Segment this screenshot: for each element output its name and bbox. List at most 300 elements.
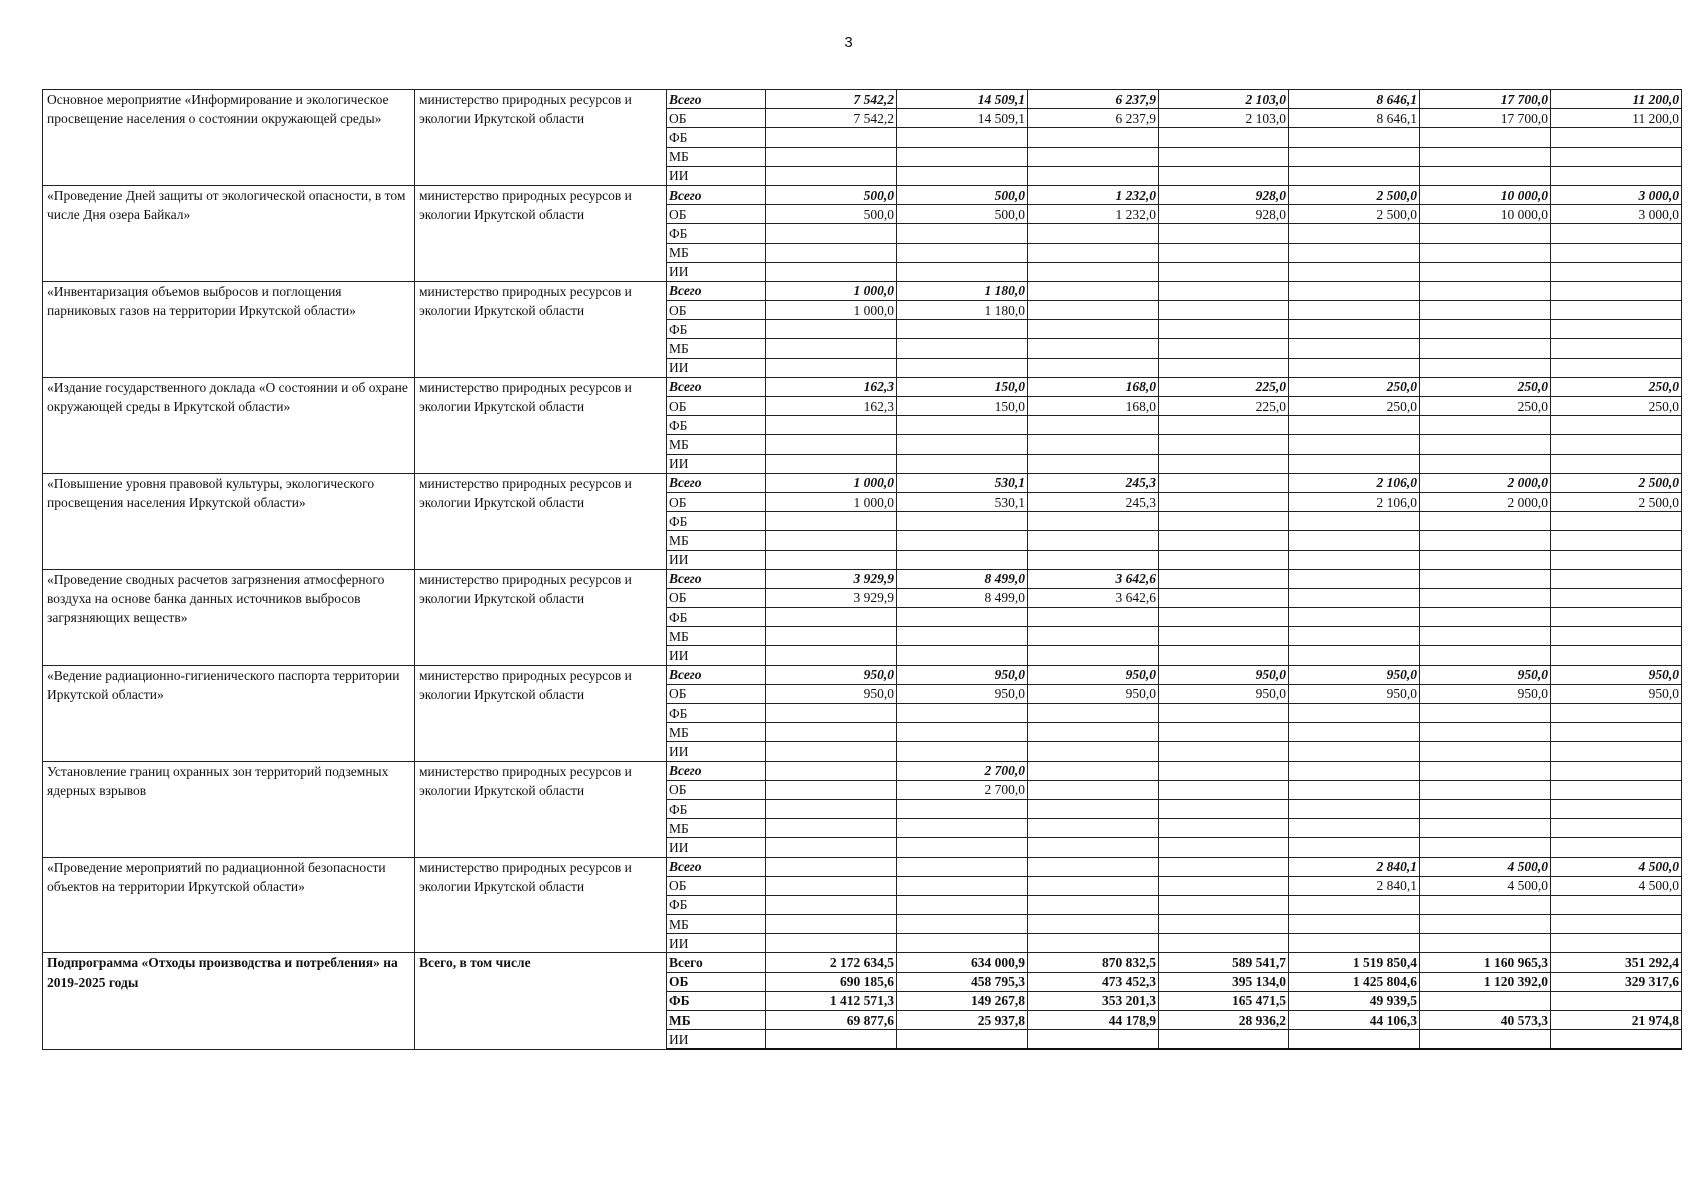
amount-cell — [1289, 723, 1420, 742]
amount-cell — [766, 531, 897, 550]
funding-source: ОБ — [667, 684, 766, 703]
funding-source: МБ — [667, 243, 766, 262]
amount-cell — [766, 780, 897, 799]
funding-source: Всего — [667, 857, 766, 876]
amount-cell: 950,0 — [897, 684, 1028, 703]
funding-source: ОБ — [667, 588, 766, 607]
amount-cell — [897, 627, 1028, 646]
amount-cell — [1159, 723, 1289, 742]
amount-cell: 4 500,0 — [1420, 857, 1551, 876]
amount-cell: 1 425 804,6 — [1289, 972, 1420, 991]
amount-cell: 1 000,0 — [766, 473, 897, 492]
amount-cell — [1028, 742, 1159, 761]
amount-cell — [1420, 435, 1551, 454]
funding-source: ФБ — [667, 224, 766, 243]
amount-cell — [897, 358, 1028, 377]
amount-cell: 8 499,0 — [897, 569, 1028, 588]
amount-cell — [1159, 780, 1289, 799]
amount-cell — [1289, 934, 1420, 953]
amount-cell: 25 937,8 — [897, 1011, 1028, 1030]
amount-cell — [1551, 166, 1682, 185]
amount-cell: 40 573,3 — [1420, 1011, 1551, 1030]
amount-cell — [1028, 435, 1159, 454]
amount-cell — [1551, 569, 1682, 588]
amount-cell — [1159, 934, 1289, 953]
amount-cell: 28 936,2 — [1159, 1011, 1289, 1030]
amount-cell: 11 200,0 — [1551, 90, 1682, 109]
funding-source: ИИ — [667, 166, 766, 185]
amount-cell — [1028, 454, 1159, 473]
amount-cell — [1420, 416, 1551, 435]
amount-cell — [897, 799, 1028, 818]
amount-cell — [766, 1030, 897, 1050]
amount-cell: 2 500,0 — [1551, 473, 1682, 492]
funding-source: ИИ — [667, 838, 766, 857]
amount-cell — [1551, 147, 1682, 166]
amount-cell: 250,0 — [1551, 397, 1682, 416]
amount-cell — [1028, 838, 1159, 857]
amount-cell — [1551, 819, 1682, 838]
amount-cell — [766, 608, 897, 627]
amount-cell — [1420, 262, 1551, 281]
activity-name: Установление границ охранных зон территорий подземных ядерных взрывов — [43, 761, 415, 857]
amount-cell — [1028, 819, 1159, 838]
amount-cell — [1551, 991, 1682, 1010]
amount-cell — [897, 262, 1028, 281]
amount-cell: 2 700,0 — [897, 761, 1028, 780]
amount-cell — [766, 838, 897, 857]
amount-cell — [1028, 608, 1159, 627]
amount-cell — [1289, 704, 1420, 723]
amount-cell — [1551, 915, 1682, 934]
activity-name: «Инвентаризация объемов выбросов и поглощения парниковых газов на территории Иркутской области» — [43, 281, 415, 377]
amount-cell — [1551, 512, 1682, 531]
amount-cell: 10 000,0 — [1420, 185, 1551, 204]
amount-cell — [766, 876, 897, 895]
amount-cell — [1551, 454, 1682, 473]
amount-cell — [1159, 704, 1289, 723]
funding-source: МБ — [667, 819, 766, 838]
amount-cell — [766, 761, 897, 780]
table-row — [43, 953, 1682, 972]
amount-cell: 250,0 — [1551, 377, 1682, 396]
amount-cell: 11 200,0 — [1551, 109, 1682, 128]
amount-cell: 7 542,2 — [766, 90, 897, 109]
funding-source: Всего — [667, 281, 766, 300]
amount-cell: 950,0 — [1159, 665, 1289, 684]
amount-cell — [1420, 358, 1551, 377]
amount-cell — [766, 512, 897, 531]
amount-cell — [1289, 128, 1420, 147]
amount-cell: 950,0 — [897, 665, 1028, 684]
amount-cell: 150,0 — [897, 377, 1028, 396]
amount-cell — [1420, 320, 1551, 339]
amount-cell — [1289, 339, 1420, 358]
amount-cell — [1420, 588, 1551, 607]
amount-cell — [1420, 339, 1551, 358]
executor: министерство природных ресурсов и экологии Иркутской области — [415, 377, 667, 473]
amount-cell — [1159, 473, 1289, 492]
amount-cell — [1420, 799, 1551, 818]
amount-cell — [1289, 838, 1420, 857]
amount-cell — [1420, 243, 1551, 262]
amount-cell — [766, 224, 897, 243]
amount-cell: 8 646,1 — [1289, 90, 1420, 109]
amount-cell — [1420, 646, 1551, 665]
amount-cell — [1420, 224, 1551, 243]
amount-cell — [1420, 780, 1551, 799]
funding-source: Всего — [667, 377, 766, 396]
amount-cell — [766, 915, 897, 934]
amount-cell: 634 000,9 — [897, 953, 1028, 972]
amount-cell — [1420, 895, 1551, 914]
amount-cell — [766, 627, 897, 646]
amount-cell: 14 509,1 — [897, 90, 1028, 109]
amount-cell: 329 317,6 — [1551, 972, 1682, 991]
amount-cell: 10 000,0 — [1420, 205, 1551, 224]
amount-cell — [1159, 857, 1289, 876]
amount-cell — [897, 1030, 1028, 1050]
funding-source: ИИ — [667, 550, 766, 569]
table-row — [43, 377, 1682, 396]
funding-source: Всего — [667, 473, 766, 492]
amount-cell — [1289, 262, 1420, 281]
amount-cell — [1028, 339, 1159, 358]
amount-cell — [1289, 1030, 1420, 1050]
amount-cell — [766, 704, 897, 723]
funding-source: МБ — [667, 1011, 766, 1030]
amount-cell — [1028, 128, 1159, 147]
amount-cell — [897, 243, 1028, 262]
amount-cell — [1159, 454, 1289, 473]
amount-cell — [1289, 416, 1420, 435]
amount-cell — [1159, 550, 1289, 569]
amount-cell — [1551, 895, 1682, 914]
amount-cell — [1289, 512, 1420, 531]
activity-name: Основное мероприятие «Информирование и экологическое просвещение населения о состоянии окружающей среды» — [43, 90, 415, 186]
funding-source: МБ — [667, 723, 766, 742]
amount-cell — [766, 358, 897, 377]
funding-source: ОБ — [667, 301, 766, 320]
activity-name: «Проведение сводных расчетов загрязнения атмосферного воздуха на основе банка данных источников выбросов загрязняющих веществ» — [43, 569, 415, 665]
amount-cell: 6 237,9 — [1028, 90, 1159, 109]
funding-source: ИИ — [667, 262, 766, 281]
amount-cell: 225,0 — [1159, 397, 1289, 416]
amount-cell — [897, 915, 1028, 934]
amount-cell: 500,0 — [766, 185, 897, 204]
amount-cell: 589 541,7 — [1159, 953, 1289, 972]
funding-source: МБ — [667, 435, 766, 454]
amount-cell — [897, 934, 1028, 953]
amount-cell: 950,0 — [1028, 665, 1159, 684]
amount-cell — [1159, 339, 1289, 358]
amount-cell — [897, 435, 1028, 454]
funding-source: ФБ — [667, 128, 766, 147]
amount-cell — [766, 934, 897, 953]
amount-cell — [1420, 550, 1551, 569]
amount-cell: 473 452,3 — [1028, 972, 1159, 991]
amount-cell — [897, 550, 1028, 569]
funding-source: ФБ — [667, 991, 766, 1010]
funding-source: Всего — [667, 569, 766, 588]
executor: министерство природных ресурсов и экологии Иркутской области — [415, 665, 667, 761]
amount-cell: 530,1 — [897, 473, 1028, 492]
activity-name: «Проведение Дней защиты от экологической опасности, в том числе Дня озера Байкал» — [43, 185, 415, 281]
amount-cell — [1028, 895, 1159, 914]
amount-cell — [897, 531, 1028, 550]
amount-cell — [1028, 704, 1159, 723]
amount-cell: 3 929,9 — [766, 569, 897, 588]
amount-cell — [897, 723, 1028, 742]
amount-cell: 1 000,0 — [766, 492, 897, 511]
amount-cell — [1159, 799, 1289, 818]
amount-cell: 1 000,0 — [766, 301, 897, 320]
amount-cell — [1551, 1030, 1682, 1050]
amount-cell — [1289, 742, 1420, 761]
funding-source: ФБ — [667, 608, 766, 627]
executor: Всего, в том числе — [415, 953, 667, 1049]
amount-cell — [1028, 358, 1159, 377]
amount-cell — [897, 742, 1028, 761]
budget-table — [42, 89, 1682, 1050]
amount-cell — [1289, 819, 1420, 838]
amount-cell: 2 500,0 — [1289, 185, 1420, 204]
amount-cell — [1159, 531, 1289, 550]
amount-cell: 3 642,6 — [1028, 569, 1159, 588]
amount-cell — [1289, 358, 1420, 377]
amount-cell: 950,0 — [1551, 684, 1682, 703]
amount-cell — [1028, 281, 1159, 300]
amount-cell: 2 500,0 — [1289, 205, 1420, 224]
amount-cell: 21 974,8 — [1551, 1011, 1682, 1030]
executor: министерство природных ресурсов и экологии Иркутской области — [415, 90, 667, 186]
amount-cell: 162,3 — [766, 397, 897, 416]
amount-cell: 2 500,0 — [1551, 492, 1682, 511]
amount-cell — [897, 704, 1028, 723]
amount-cell — [1028, 799, 1159, 818]
amount-cell — [1159, 492, 1289, 511]
amount-cell — [1289, 761, 1420, 780]
funding-source: ФБ — [667, 895, 766, 914]
amount-cell — [1551, 358, 1682, 377]
amount-cell — [1551, 320, 1682, 339]
amount-cell — [1551, 301, 1682, 320]
amount-cell: 4 500,0 — [1420, 876, 1551, 895]
amount-cell: 7 542,2 — [766, 109, 897, 128]
amount-cell — [897, 128, 1028, 147]
amount-cell — [766, 550, 897, 569]
table-row — [43, 761, 1682, 780]
funding-source: ИИ — [667, 358, 766, 377]
amount-cell — [1028, 876, 1159, 895]
amount-cell — [1289, 243, 1420, 262]
amount-cell — [1551, 761, 1682, 780]
amount-cell — [897, 147, 1028, 166]
funding-source: МБ — [667, 531, 766, 550]
amount-cell — [766, 166, 897, 185]
amount-cell: 8 499,0 — [897, 588, 1028, 607]
amount-cell: 530,1 — [897, 492, 1028, 511]
amount-cell: 1 000,0 — [766, 281, 897, 300]
amount-cell — [1420, 704, 1551, 723]
amount-cell — [1420, 627, 1551, 646]
amount-cell — [1028, 550, 1159, 569]
amount-cell — [1551, 723, 1682, 742]
executor: министерство природных ресурсов и экологии Иркутской области — [415, 857, 667, 953]
amount-cell — [1028, 857, 1159, 876]
amount-cell: 168,0 — [1028, 397, 1159, 416]
amount-cell: 17 700,0 — [1420, 90, 1551, 109]
amount-cell — [1159, 608, 1289, 627]
amount-cell — [897, 166, 1028, 185]
amount-cell — [1551, 608, 1682, 627]
amount-cell — [897, 320, 1028, 339]
amount-cell — [766, 742, 897, 761]
funding-source: ФБ — [667, 512, 766, 531]
amount-cell — [766, 416, 897, 435]
amount-cell — [1289, 166, 1420, 185]
amount-cell — [1420, 934, 1551, 953]
amount-cell — [1420, 512, 1551, 531]
funding-source: ИИ — [667, 1030, 766, 1050]
amount-cell — [1551, 435, 1682, 454]
amount-cell — [1028, 531, 1159, 550]
amount-cell — [1289, 224, 1420, 243]
amount-cell — [1289, 646, 1420, 665]
amount-cell — [1420, 742, 1551, 761]
amount-cell: 250,0 — [1289, 377, 1420, 396]
funding-source: Всего — [667, 953, 766, 972]
amount-cell — [1420, 915, 1551, 934]
amount-cell — [1289, 281, 1420, 300]
amount-cell: 2 103,0 — [1159, 90, 1289, 109]
amount-cell: 458 795,3 — [897, 972, 1028, 991]
amount-cell — [1159, 301, 1289, 320]
funding-source: Всего — [667, 761, 766, 780]
amount-cell: 2 106,0 — [1289, 492, 1420, 511]
amount-cell: 1 180,0 — [897, 281, 1028, 300]
amount-cell — [1028, 512, 1159, 531]
amount-cell: 3 642,6 — [1028, 588, 1159, 607]
funding-source: ИИ — [667, 646, 766, 665]
amount-cell: 2 000,0 — [1420, 492, 1551, 511]
amount-cell: 353 201,3 — [1028, 991, 1159, 1010]
amount-cell — [1551, 281, 1682, 300]
table-row — [43, 473, 1682, 492]
table-row — [43, 185, 1682, 204]
amount-cell: 928,0 — [1159, 205, 1289, 224]
amount-cell — [1028, 243, 1159, 262]
amount-cell: 225,0 — [1159, 377, 1289, 396]
amount-cell — [1420, 838, 1551, 857]
amount-cell — [766, 147, 897, 166]
amount-cell — [1420, 301, 1551, 320]
amount-cell — [1289, 588, 1420, 607]
amount-cell — [1159, 416, 1289, 435]
amount-cell — [1551, 627, 1682, 646]
amount-cell — [1289, 608, 1420, 627]
amount-cell — [766, 454, 897, 473]
amount-cell — [1420, 1030, 1551, 1050]
funding-source: ИИ — [667, 934, 766, 953]
amount-cell — [1551, 128, 1682, 147]
amount-cell: 49 939,5 — [1289, 991, 1420, 1010]
executor: министерство природных ресурсов и экологии Иркутской области — [415, 569, 667, 665]
amount-cell: 950,0 — [1028, 684, 1159, 703]
amount-cell: 4 500,0 — [1551, 857, 1682, 876]
amount-cell — [1028, 301, 1159, 320]
amount-cell: 69 877,6 — [766, 1011, 897, 1030]
amount-cell — [766, 262, 897, 281]
funding-source: ОБ — [667, 492, 766, 511]
funding-source: Всего — [667, 90, 766, 109]
amount-cell — [1159, 512, 1289, 531]
executor: министерство природных ресурсов и экологии Иркутской области — [415, 761, 667, 857]
table-row — [43, 281, 1682, 300]
amount-cell: 2 172 634,5 — [766, 953, 897, 972]
amount-cell — [897, 895, 1028, 914]
amount-cell: 2 106,0 — [1289, 473, 1420, 492]
amount-cell — [766, 339, 897, 358]
amount-cell: 2 000,0 — [1420, 473, 1551, 492]
amount-cell — [897, 512, 1028, 531]
executor: министерство природных ресурсов и экологии Иркутской области — [415, 185, 667, 281]
amount-cell — [1289, 915, 1420, 934]
amount-cell — [766, 799, 897, 818]
amount-cell — [1159, 262, 1289, 281]
amount-cell: 4 500,0 — [1551, 876, 1682, 895]
amount-cell: 1 180,0 — [897, 301, 1028, 320]
amount-cell — [1289, 569, 1420, 588]
funding-source: ФБ — [667, 704, 766, 723]
amount-cell — [1289, 627, 1420, 646]
amount-cell — [1159, 320, 1289, 339]
table-row — [43, 90, 1682, 109]
amount-cell — [1289, 895, 1420, 914]
amount-cell: 44 178,9 — [1028, 1011, 1159, 1030]
amount-cell: 2 700,0 — [897, 780, 1028, 799]
table-row — [43, 857, 1682, 876]
amount-cell — [897, 646, 1028, 665]
amount-cell — [1159, 838, 1289, 857]
amount-cell — [1159, 128, 1289, 147]
amount-cell: 1 232,0 — [1028, 205, 1159, 224]
funding-source: МБ — [667, 915, 766, 934]
amount-cell — [1159, 435, 1289, 454]
funding-source: Всего — [667, 665, 766, 684]
amount-cell: 870 832,5 — [1028, 953, 1159, 972]
amount-cell — [1028, 627, 1159, 646]
funding-source: ОБ — [667, 397, 766, 416]
amount-cell: 162,3 — [766, 377, 897, 396]
amount-cell: 3 000,0 — [1551, 205, 1682, 224]
activity-name: «Повышение уровня правовой культуры, экологического просвещения населения Иркутской области» — [43, 473, 415, 569]
amount-cell — [1420, 281, 1551, 300]
amount-cell — [1028, 780, 1159, 799]
amount-cell — [1028, 320, 1159, 339]
amount-cell — [1159, 915, 1289, 934]
amount-cell: 950,0 — [1420, 665, 1551, 684]
amount-cell — [897, 339, 1028, 358]
amount-cell — [1028, 262, 1159, 281]
amount-cell — [1289, 780, 1420, 799]
amount-cell: 3 000,0 — [1551, 185, 1682, 204]
funding-source: МБ — [667, 339, 766, 358]
amount-cell — [1159, 588, 1289, 607]
amount-cell — [1420, 761, 1551, 780]
amount-cell — [897, 454, 1028, 473]
amount-cell — [1420, 723, 1551, 742]
